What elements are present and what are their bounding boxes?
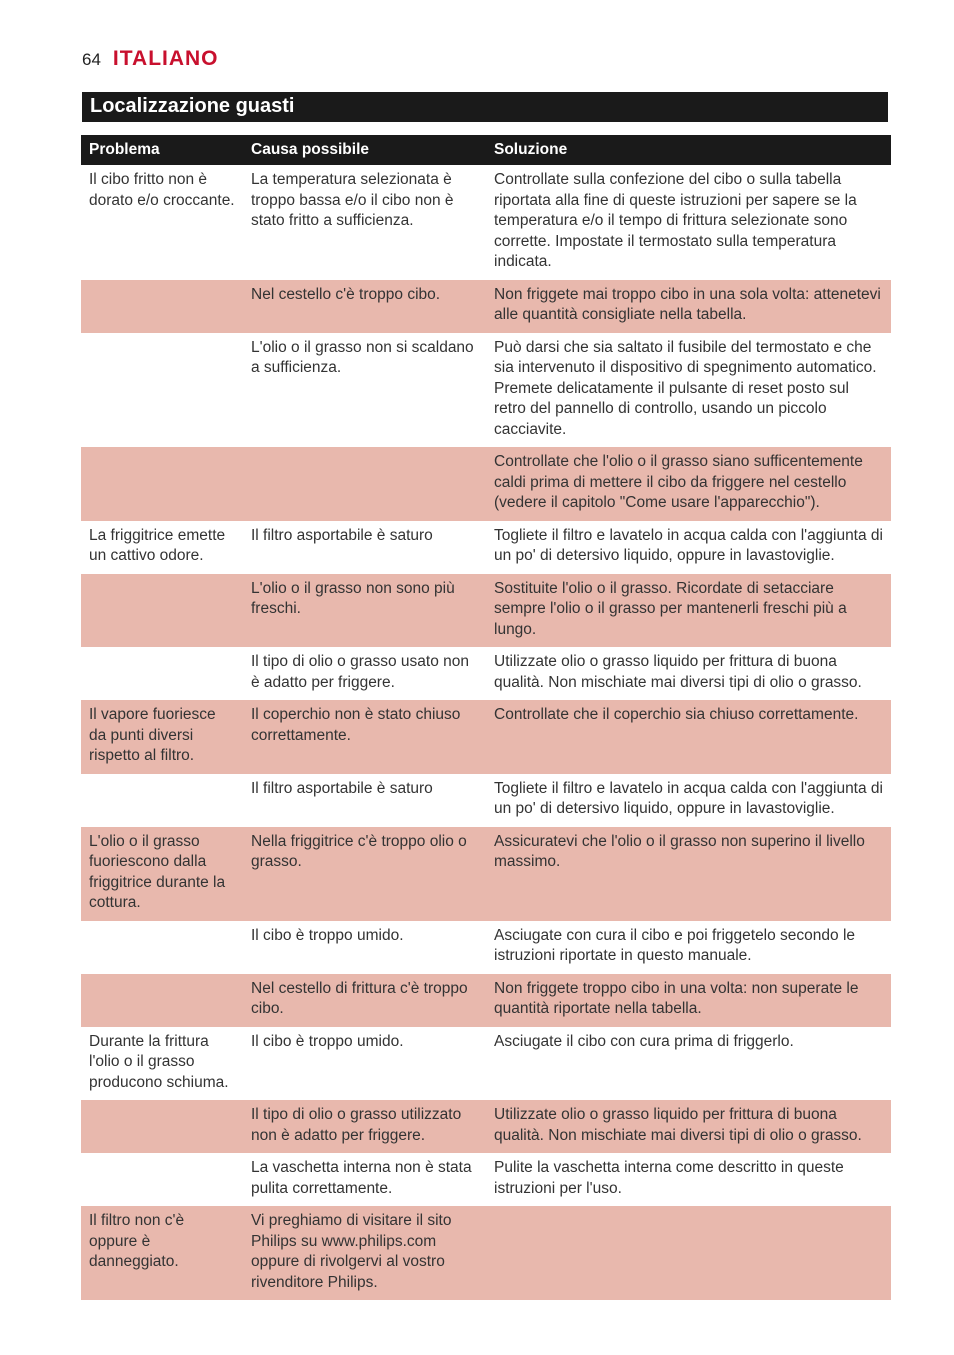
table-row [81, 700, 891, 774]
table-row [81, 1100, 891, 1153]
problem-cell [81, 574, 243, 648]
solution-cell: Utilizzate olio o grasso liquido per frittura di buona qualità. Non mischiate mai diversi tipi di olio o grasso. [486, 1100, 891, 1153]
solution-cell: Asciugate il cibo con cura prima di friggerlo. [486, 1027, 891, 1101]
solution-cell: Non friggete mai troppo cibo in una sola volta: attenetevi alle quantità consigliate nella tabella. [486, 280, 891, 333]
problem-cell [81, 974, 243, 1027]
table-row [81, 165, 891, 280]
table-row [81, 827, 891, 921]
solution-cell [486, 1206, 891, 1300]
problem-cell: Il filtro non c'è oppure è danneggiato. [81, 1206, 243, 1300]
page-number: 64 [82, 50, 101, 69]
cause-cell: Nel cestello c'è troppo cibo. [243, 280, 486, 333]
cause-cell: Nella friggitrice c'è troppo olio o grasso. [243, 827, 486, 921]
problem-cell [81, 333, 243, 448]
table-row [81, 921, 891, 974]
problem-cell [81, 447, 243, 521]
problem-cell: La friggitrice emette un cattivo odore. [81, 521, 243, 574]
problem-cell [81, 647, 243, 700]
column-header-cause: Causa possibile [243, 135, 486, 165]
cause-cell: L'olio o il grasso non si scaldano a sufficienza. [243, 333, 486, 448]
table-row [81, 774, 891, 827]
problem-cell: Durante la frittura l'olio o il grasso producono schiuma. [81, 1027, 243, 1101]
solution-cell: Non friggete troppo cibo in una volta: non superate le quantità riportate nella tabella. [486, 974, 891, 1027]
problem-cell: Il cibo fritto non è dorato e/o croccante. [81, 165, 243, 280]
problem-cell: L'olio o il grasso fuoriescono dalla friggitrice durante la cottura. [81, 827, 243, 921]
problem-cell: Il vapore fuoriesce da punti diversi rispetto al filtro. [81, 700, 243, 774]
column-header-solution: Soluzione [486, 135, 891, 165]
cause-cell: L'olio o il grasso non sono più freschi. [243, 574, 486, 648]
solution-cell: Asciugate con cura il cibo e poi friggetelo secondo le istruzioni riportate in questo manuale. [486, 921, 891, 974]
cause-cell: Il cibo è troppo umido. [243, 921, 486, 974]
page-header [82, 47, 219, 77]
table-row [81, 1153, 891, 1206]
table-row [81, 1027, 891, 1101]
column-header-problem: Problema [81, 135, 243, 165]
cause-cell: Il filtro asportabile è saturo [243, 774, 486, 827]
table-body [81, 165, 891, 1300]
cause-cell: Vi preghiamo di visitare il sito Philips su www.philips.com oppure di rivolgervi al vostro rivenditore Philips. [243, 1206, 486, 1300]
troubleshooting-table [81, 135, 891, 1300]
cause-cell: Nel cestello di frittura c'è troppo cibo. [243, 974, 486, 1027]
solution-cell: Controllate che l'olio o il grasso siano sufficentemente caldi prima di mettere il cibo da friggere nel cestello (vedere il capitolo "Come usare l'apparecchio"). [486, 447, 891, 521]
cause-cell: La vaschetta interna non è stata pulita correttamente. [243, 1153, 486, 1206]
cause-cell: Il cibo è troppo umido. [243, 1027, 486, 1101]
problem-cell [81, 1100, 243, 1153]
solution-cell: Togliete il filtro e lavatelo in acqua calda con l'aggiunta di un po' di detersivo liquido, oppure in lavastoviglie. [486, 521, 891, 574]
solution-cell: Utilizzate olio o grasso liquido per frittura di buona qualità. Non mischiate mai diversi tipi di olio o grasso. [486, 647, 891, 700]
cause-cell: La temperatura selezionata è troppo bassa e/o il cibo non è stato fritto a sufficienza. [243, 165, 486, 280]
problem-cell [81, 921, 243, 974]
problem-cell [81, 280, 243, 333]
solution-cell: Controllate sulla confezione del cibo o sulla tabella riportata alla fine di queste istruzioni per sapere se la temperatura e/o il tempo di frittura selezionate sono corrette. Impostate il termostato sulla temperatura indicata. [486, 165, 891, 280]
table-row [81, 1206, 891, 1300]
solution-cell: Può darsi che sia saltato il fusibile del termostato e che sia intervenuto il dispositivo di spegnimento automatico. Premete delicatamente il pulsante di reset posto sul retro del pannello di controllo, usando un piccolo cacciavite. [486, 333, 891, 448]
problem-cell [81, 1153, 243, 1206]
cause-cell: Il coperchio non è stato chiuso correttamente. [243, 700, 486, 774]
table-row [81, 574, 891, 648]
solution-cell: Sostituite l'olio o il grasso. Ricordate di setacciare sempre l'olio o il grasso per mantenerli freschi più a lungo. [486, 574, 891, 648]
cause-cell: Il tipo di olio o grasso usato non è adatto per friggere. [243, 647, 486, 700]
problem-cell [81, 774, 243, 827]
section-title: Localizzazione guasti [82, 92, 888, 122]
solution-cell: Controllate che il coperchio sia chiuso correttamente. [486, 700, 891, 774]
table-row [81, 521, 891, 574]
solution-cell: Togliete il filtro e lavatelo in acqua calda con l'aggiunta di un po' di detersivo liquido, oppure in lavastoviglie. [486, 774, 891, 827]
solution-cell: Pulite la vaschetta interna come descritto in queste istruzioni per l'uso. [486, 1153, 891, 1206]
language-heading: ITALIANO [112, 47, 219, 70]
table-row [81, 280, 891, 333]
table-row [81, 333, 891, 448]
cause-cell: Il tipo di olio o grasso utilizzato non è adatto per friggere. [243, 1100, 486, 1153]
cause-cell: Il filtro asportabile è saturo [243, 521, 486, 574]
table-row [81, 647, 891, 700]
table-row [81, 447, 891, 521]
cause-cell [243, 447, 486, 521]
table-header-row [81, 135, 891, 165]
solution-cell: Assicuratevi che l'olio o il grasso non superino il livello massimo. [486, 827, 891, 921]
table-row [81, 974, 891, 1027]
